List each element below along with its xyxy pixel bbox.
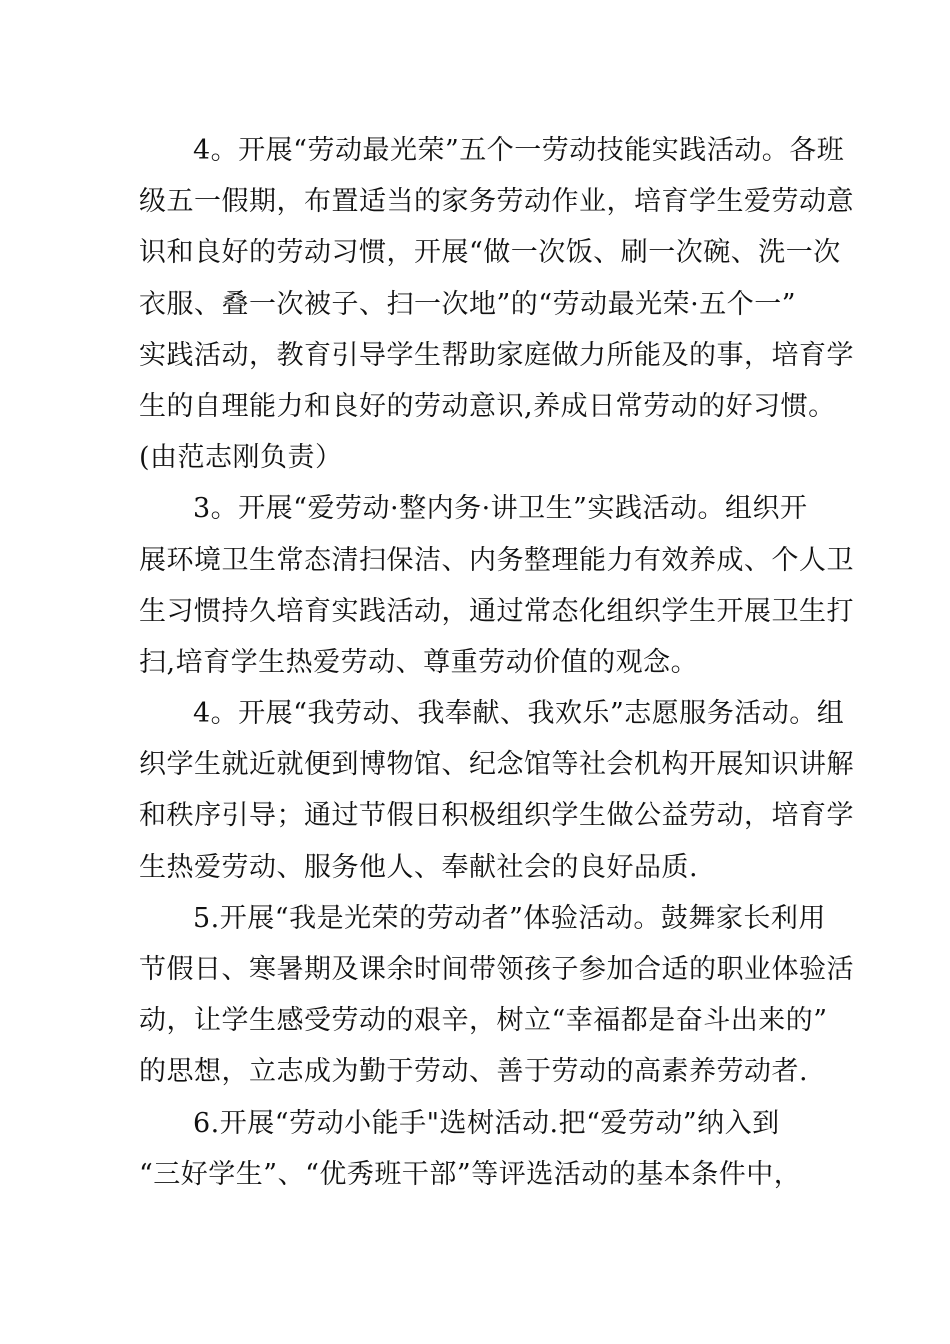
paragraph-4 xyxy=(139,893,854,1098)
text-line: 5.开展“我是光荣的劳动者”体验活动。鼓舞家长利用 xyxy=(193,902,826,934)
text-line: 生热爱劳动、服务他人、奉献社会的良好品质. xyxy=(139,851,699,883)
text-line: (由范志刚负责） xyxy=(139,442,343,474)
text-line: 生习惯持久培育实践活动，通过常态化组织学生开展卫生打 xyxy=(139,595,854,627)
paragraph-1 xyxy=(139,125,854,483)
text-line: 实践活动，教育引导学生帮助家庭做力所能及的事，培育学 xyxy=(139,339,854,371)
text-line: 织学生就近就便到博物馆、纪念馆等社会机构开展知识讲解 xyxy=(139,749,854,781)
text-line: 动，让学生感受劳动的艰辛，树立“幸福都是奋斗出来的” xyxy=(139,1005,828,1037)
text-line: 识和良好的劳动习惯，开展“做一次饭、刷一次碗、洗一次 xyxy=(139,237,841,269)
paragraph-5 xyxy=(139,1098,819,1200)
text-line: “三好学生”、“优秀班干部”等评选活动的基本条件中， xyxy=(139,1158,802,1190)
text-line: 节假日、寒暑期及课余时间带领孩子参加合适的职业体验活 xyxy=(139,954,854,985)
text-line: 4。开展“我劳动、我奉献、我欢乐”志愿服务活动。组 xyxy=(193,698,845,730)
text-line: 6.开展“劳动小能手"选树活动.把“爱劳动”纳入到 xyxy=(193,1107,780,1139)
paragraph-3 xyxy=(139,688,854,893)
paragraph-2 xyxy=(139,483,854,688)
text-line: 的思想，立志成为勤于劳动、善于劳动的高素养劳动者. xyxy=(139,1056,809,1088)
text-line: 衣服、叠一次被子、扫一次地”的“劳动最光荣·五个一” xyxy=(139,288,796,320)
document-body xyxy=(139,125,854,1200)
text-line: 和秩序引导；通过节假日积极组织学生做公益劳动，培育学 xyxy=(139,800,854,832)
text-line: 展环境卫生常态清扫保洁、内务整理能力有效养成、个人卫 xyxy=(139,544,854,576)
text-line: 3。开展“爱劳动·整内务·讲卫生”实践活动。组织开 xyxy=(193,493,808,525)
text-line: 扫,培育学生热爱劳动、尊重劳动价值的观念。 xyxy=(139,646,699,678)
text-line: 4。开展“劳动最光荣”五个一劳动技能实践活动。各班 xyxy=(193,135,845,166)
text-line: 生的自理能力和良好的劳动意识,养成日常劳动的好习惯。 xyxy=(139,390,836,422)
text-line: 级五一假期，布置适当的家务劳动作业，培育学生爱劳动意 xyxy=(139,186,854,218)
